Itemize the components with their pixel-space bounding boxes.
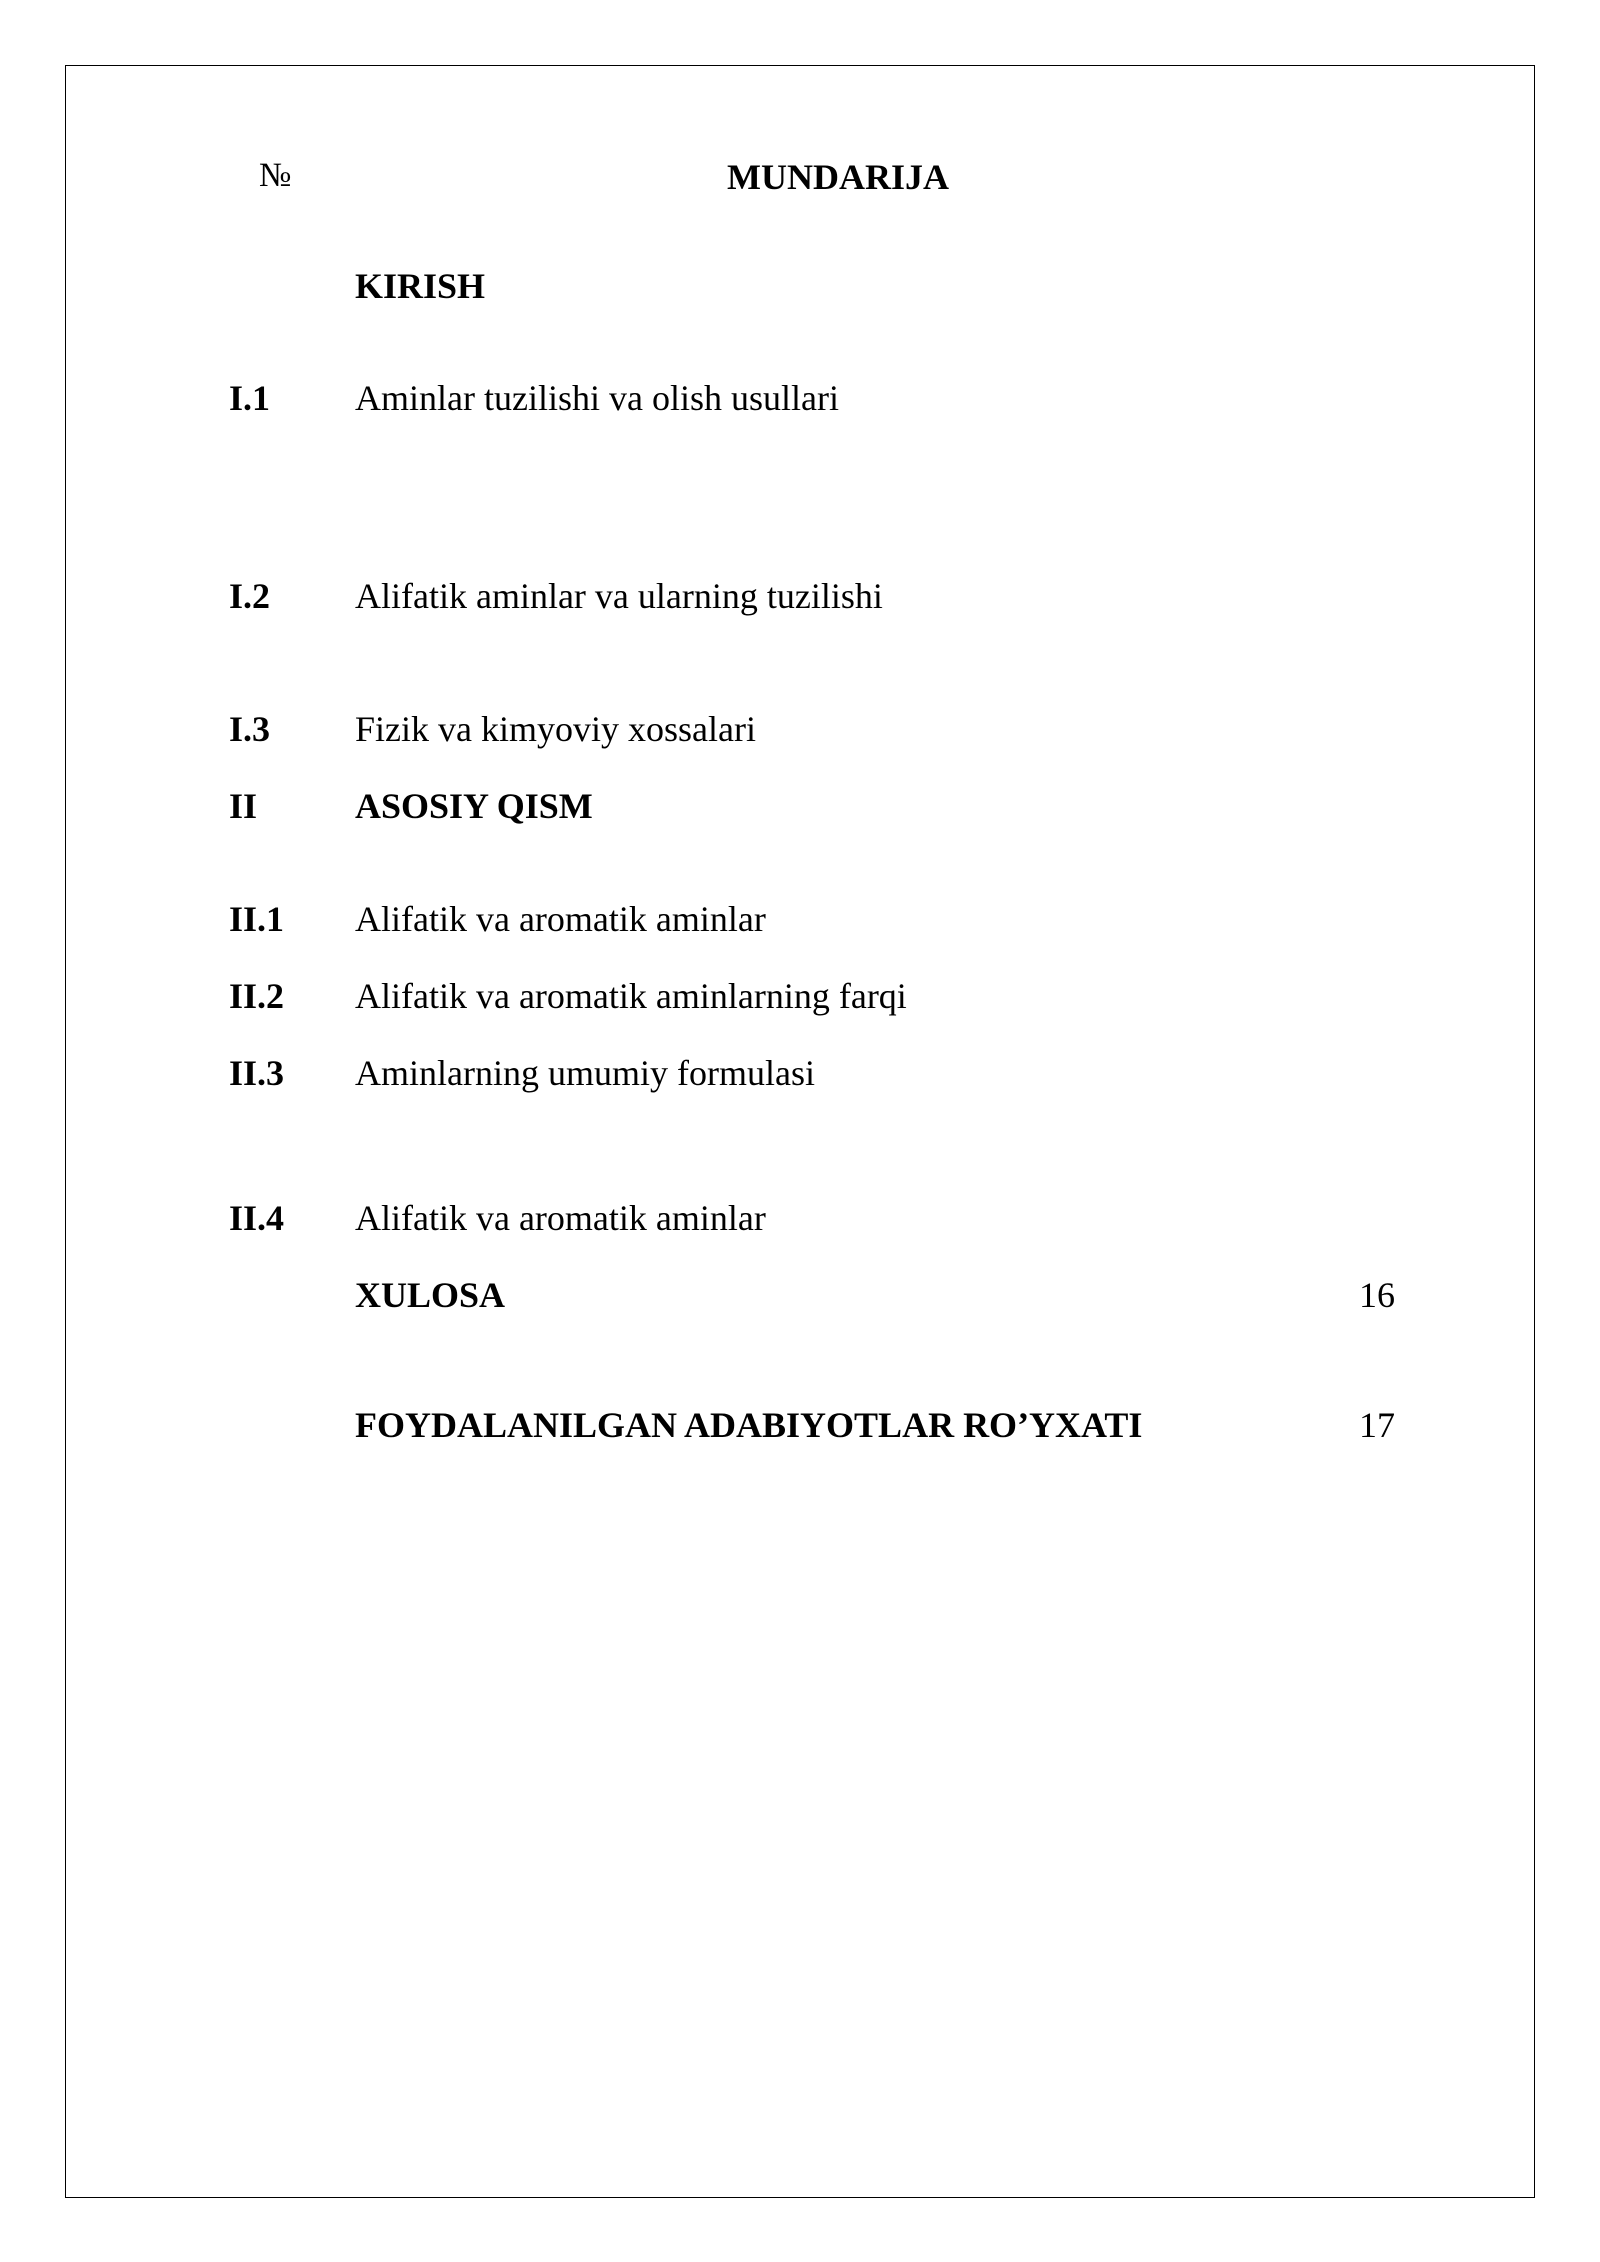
toc-entry-text: KIRISH: [355, 266, 486, 306]
toc-entry-number: II.2: [229, 976, 285, 1016]
toc-entry-number: II.1: [229, 899, 285, 939]
toc-entry-text: Fizik va kimyoviy xossalari: [355, 709, 756, 749]
toc-entry-text: Aminlarning umumiy formulasi: [355, 1053, 815, 1093]
toc-entry-text: ASOSIY QISM: [355, 786, 593, 826]
toc-entry-text: Alifatik va aromatik aminlar: [355, 899, 766, 939]
toc-entry-number: II: [229, 786, 258, 826]
toc-entry-page: 16: [1359, 1275, 1395, 1315]
toc-entry-number: I.2: [229, 576, 271, 616]
toc-entry-text: Alifatik va aromatik aminlarning farqi: [355, 976, 907, 1016]
toc-entry-text: Aminlar tuzilishi va olish usullari: [355, 378, 839, 418]
toc-entry-number: I.3: [229, 709, 271, 749]
toc-entry-number: II.3: [229, 1053, 285, 1093]
toc-entry-page: 17: [1359, 1405, 1395, 1445]
toc-entry-number: II.4: [229, 1198, 285, 1238]
number-column-header: №: [259, 157, 292, 194]
toc-entry-number: I.1: [229, 378, 271, 418]
toc-entry-text: Alifatik aminlar va ularning tuzilishi: [355, 576, 883, 616]
toc-entry-text: Alifatik va aromatik aminlar: [355, 1198, 766, 1238]
toc-entry-text: XULOSA: [355, 1275, 506, 1315]
toc-title: MUNDARIJA: [727, 157, 949, 197]
toc-entry-text: FOYDALANILGAN ADABIYOTLAR RO’YXATI: [355, 1405, 1143, 1445]
